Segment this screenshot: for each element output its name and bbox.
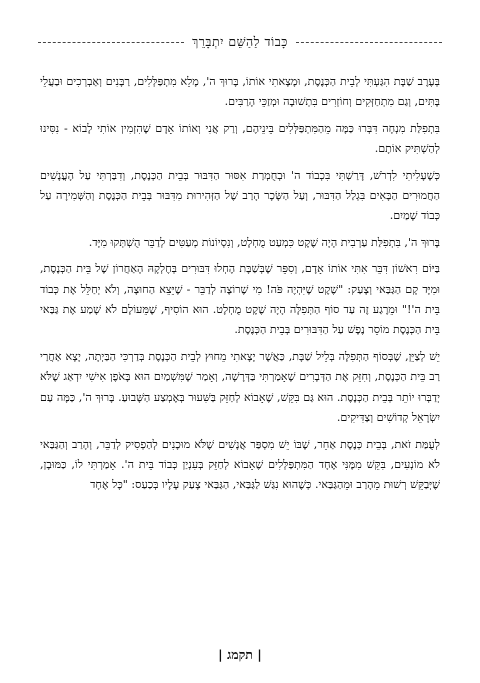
paragraph: לְעֻמַּת זֹאת, בְּבֵית כְּנֶסֶת אַחֵר, שֶׁבּוֹ יֵשׁ מִסְפַּר אֲנָשִׁים שֶׁלֹּא מוּכָנִים לְהַפְסִיק לְדַבֵּר, וְהָרַב וְהַגַּבַּאי לֹא מוֹנְעִים, בִּקֵּשׁ מִמֶּנִּי אֶחָד הַמִּתְפַּלְּלִים שֶׁאָבוֹא לְחַזֵּק בְּעִנְיַן כְּבוֹד בֵּית ה'. אָמַרְתִּי לוֹ, כַּמּוּבָן, שֶׁיְּבַקֵּשׁ רְשׁוּת מֵהָרַב וּמֵהַגַּבַּאי. כְּשֶׁהוּא נִגַּשׁ לַגַּבַּאי, הַגַּבַּאי צָעַק עָלָיו בְּכַעַס: "כָּל אֶחָד bbox=[40, 437, 440, 492]
header-title: כָּבוֹד לַהַשֵּׁם יִתְבָּרֵךְ bbox=[192, 34, 288, 49]
header-rule-left bbox=[38, 42, 184, 43]
page-body bbox=[40, 72, 440, 635]
header-rule-right bbox=[296, 42, 442, 43]
paragraph: בָּרוּךְ ה', בִּתְפִלַּת עַרְבִית הָיָה שֶׁקֶט כִּמְעַט מֻחְלָט, וְנִסְיוֹנוֹת מְעַטִּים לְדַבֵּר הֻשְׁתְּקוּ מִיָּד. bbox=[88, 235, 440, 249]
paragraph: כְּשֶׁעָלִיתִי לִדְרֹשׁ, דָּרַשְׁתִּי בִּכְבוֹד ה' וּבְחֻמְרַת אִסּוּר הַדִּבּוּר בְּבֵית הַכְּנֶסֶת, וְדִבַּרְתִּי עַל הָעֳנָשִׁים הַחֲמוּרִים הַבָּאִים בִּגְלַל הַדִּבּוּר, וְעַל הַשָּׂכָר הָרַב שֶׁל הַזְּהִירוּת מִדִּבּוּר בְּבֵית הַכְּנֶסֶת וְהַשְּׁמִירָה עַל כְּבוֹד שָׁמַיִם. bbox=[40, 168, 440, 223]
paragraph: בַּיּוֹם רִאשׁוֹן דִּבֵּר אִתִּי אוֹתוֹ אָדָם, וְסִפֵּר שֶׁבְּשַׁבָּת הֶחְלוּ דִּבּוּרִים בְּחֶלְקָהּ הָאַחֲרוֹן שֶׁל בֵּית הַכְּנֶסֶת, וּמִיָּד קָם הַגַּבַּאי וְצָעַק: "שֶׁקֶט שֶׁיִּהְיֶה פֹּה! מִי שֶׁרוֹצֶה לְדַבֵּר - שֶׁיֵּצֵא הַחוּצָה, וְלֹא יְחַלֵּל אֶת כְּבוֹד בֵּית ה'!" וּמֵרֶגַע זֶה עַד סוֹף הַתְּפִלָּה הָיָה שֶׁקֶט מֻחְלָט. הוּא הוֹסִיף, שֶׁמֵּעוֹלָם לֹא שָׁמַע אֶת גַּבַּאי בֵּית הַכְּנֶסֶת מוֹסֵר נֶפֶשׁ עַל הַדִּבּוּרִים בְּבֵית הַכְּנֶסֶת. bbox=[40, 262, 440, 337]
paragraph: בְּעֶרֶב שַׁבָּת הִגַּעְתִּי לְבֵית הַכְּנֶסֶת, וּמָצָאתִי אוֹתוֹ, בָּרוּךְ ה', מָלֵא מִתְפַּלְּלִים, רַבָּנִים וְאַבְרְכִים וּבַעֲלֵי בָּתִּים, וְגַם מִתְחַזְּקִים וְחוֹזְרִים בִּתְשׁוּבָה וּמְזַכֵּי הָרַבִּים. bbox=[40, 75, 440, 109]
paragraph: בִּתְפִלַּת מִנְחָה דִּבְּרוּ כַּמָּה מֵהַמִּתְפַּלְּלִים בֵּינֵיהֶם, וְרַק אֲנִי וְאוֹתוֹ אָדָם שֶׁהִזְמִין אוֹתִי לָבוֹא - נִסִּינוּ לְהַשְׁתִּיק אוֹתָם. bbox=[40, 121, 440, 156]
page-number: | תקמג | bbox=[218, 647, 262, 662]
running-header bbox=[38, 32, 442, 52]
paragraph: יֵשׁ לְצַיֵּן, שֶׁבְּסוֹף הַתְּפִלָּה בְּלֵיל שַׁבָּת, כַּאֲשֶׁר יָצָאתִי מֵחוּץ לְבֵית הַכְּנֶסֶת בְּדַרְכִּי הַבַּיְתָה, יָצָא אַחֲרַי רַב בֵּית הַכְּנֶסֶת, וְחִזֵּק אֶת הַדְּבָרִים שֶׁאָמַרְתִּי בַּדְּרָשָׁה, וְאָמַר שֶׁמִּשְׁמַיִם הוּא בָּאֹפֶן אִישִׁי יִדְאַג שֶׁלֹּא יְדַבְּרוּ יוֹתֵר בְּבֵית הַכְּנֶסֶת. הוּא גַּם בִּקֵּשׁ, שֶׁאָבוֹא לְחַזֵּק בַּשִּׁעוּר בְּאֶמְצַע הַשָּׁבוּעַ. בָּרוּךְ ה', כַּמָּה עַם יִשְׂרָאֵל קְדוֹשִׁים וְצַדִּיקִים. bbox=[40, 349, 440, 425]
